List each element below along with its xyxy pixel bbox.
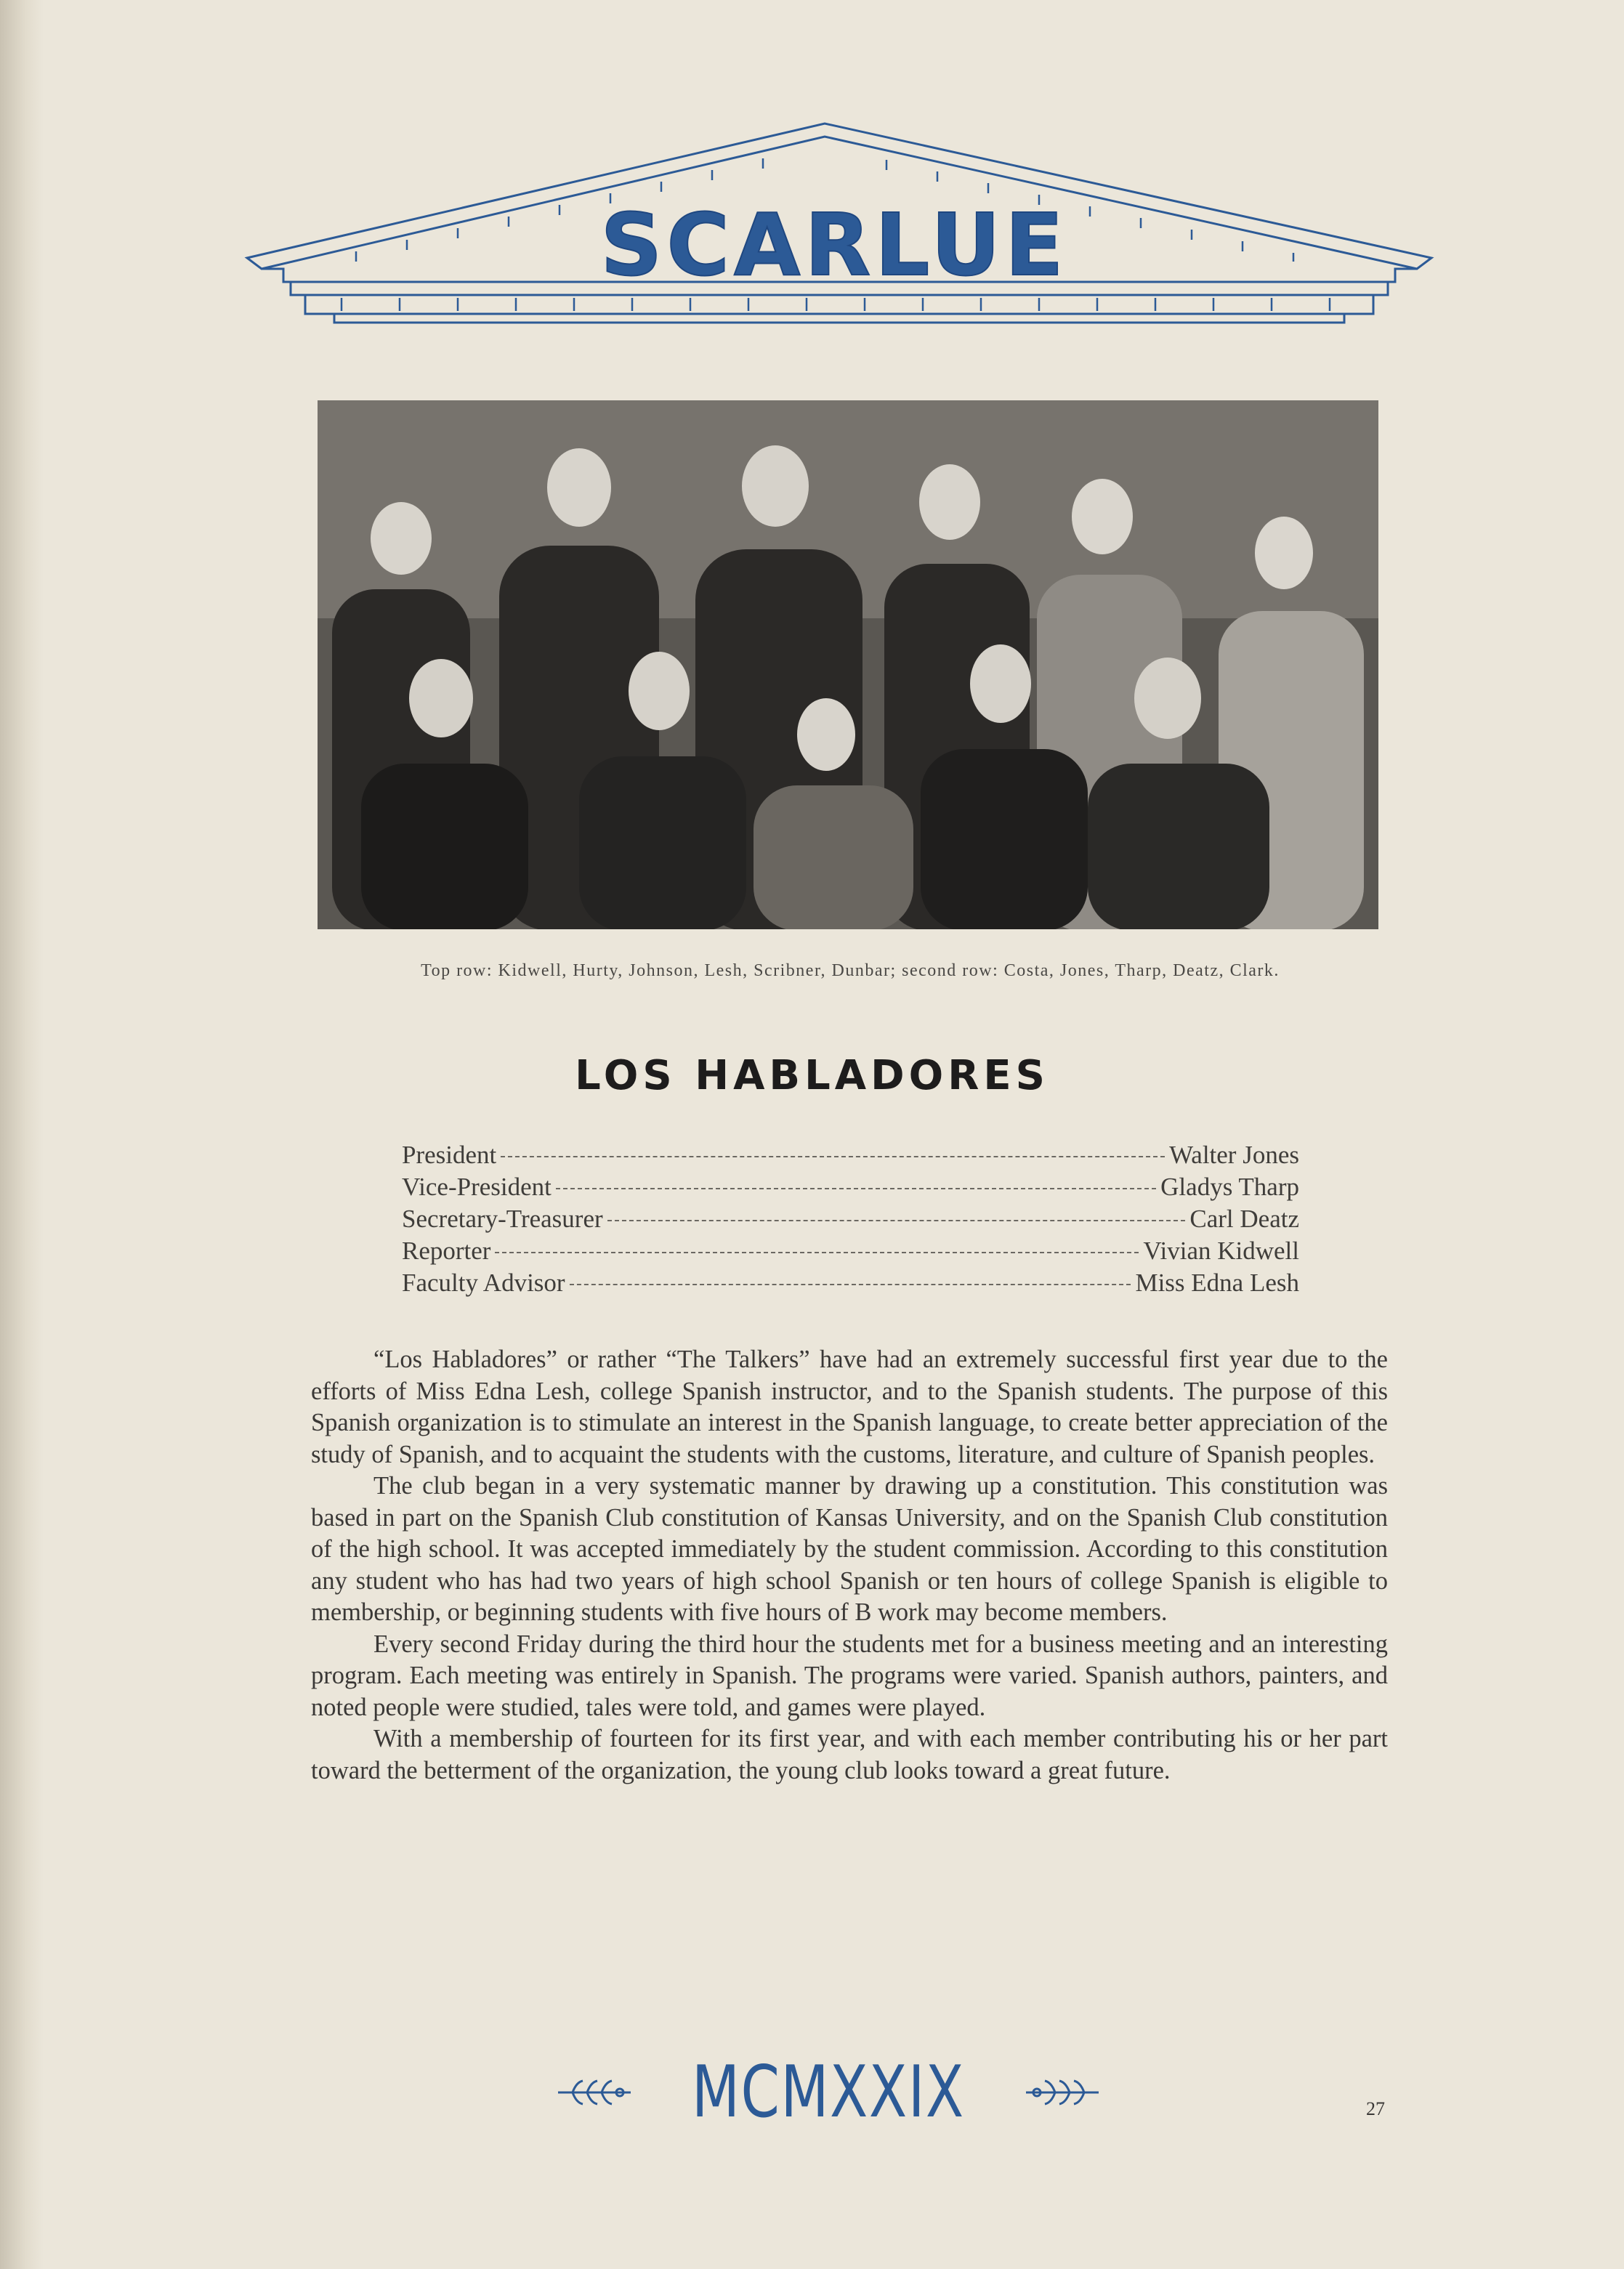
header-title: SCARLUE [600, 195, 1068, 295]
footer-year [596, 2049, 1061, 2136]
pediment-frame [240, 116, 1439, 341]
club-title: LOS HABLADORES [575, 1052, 1049, 1099]
body-paragraph: “Los Habladores” or rather “The Talkers” have had an extremely successful first year due to the efforts of Miss Edna Lesh, college Spanish instructor, and to the Spanish students. The purpose of this Spanish organization is to stimulate an interest in the Spanish language, to create better appreciation of the study of Spanish, and to acquaint the students with the customs, literature, and culture of Spanish peoples. [311, 1346, 1388, 1468]
dotted-leader [495, 1252, 1139, 1253]
dotted-leader [607, 1220, 1186, 1221]
dotted-leader [556, 1188, 1156, 1189]
body-paragraph: The club began in a very systematic manner by drawing up a constitution. This constitution was based in part on the Spanish Club constitution of Kansas University, and on the Spanish Club constitution of the high school. It was accepted immediately by the student commission. According to this constitution any student who has had two years of high school Spanish or ten hours of college Spanish is eligible to membership, or beginning students with five hours of B work may become members. [311, 1472, 1388, 1626]
officer-row [402, 1139, 1299, 1171]
officer-name: Walter Jones [1169, 1141, 1299, 1169]
dotted-leader [570, 1284, 1131, 1285]
officer-name: Carl Deatz [1189, 1205, 1299, 1233]
laurel-sprig-left-icon [554, 2078, 634, 2107]
officer-role: Secretary-Treasurer [402, 1205, 603, 1233]
header-banner [240, 116, 1439, 341]
officer-name: Gladys Tharp [1160, 1173, 1299, 1201]
body-paragraph: Every second Friday during the third hour the students met for a business meeting and an interesting program. Each meeting was entirely in Spanish. The programs were varied. Spanish authors, painters, and noted people were studied, tales were told, and games were played. [311, 1630, 1388, 1721]
officer-role: Faculty Advisor [402, 1269, 565, 1297]
dotted-leader [501, 1156, 1165, 1157]
officer-row [402, 1267, 1299, 1299]
laurel-sprig-right-icon [1022, 2078, 1102, 2107]
officer-name: Miss Edna Lesh [1135, 1269, 1299, 1297]
officer-role: Reporter [402, 1237, 491, 1265]
article-body [311, 1344, 1388, 1787]
year-numeral: MCMXXIX [692, 2051, 965, 2134]
page-number: 27 [1366, 2098, 1385, 2119]
group-photo [318, 400, 1378, 929]
officer-row [402, 1203, 1299, 1235]
officer-list [402, 1139, 1299, 1299]
officer-role: President [402, 1141, 497, 1169]
page-binding-edge [0, 0, 44, 2269]
officer-role: Vice-President [402, 1173, 552, 1201]
photo-caption: Top row: Kidwell, Hurty, Johnson, Lesh, Scribner, Dunbar; second row: Costa, Jones, Tharp, Deatz, Clark. [421, 961, 1280, 980]
body-paragraph: With a membership of fourteen for its first year, and with each member contributing his or her part toward the betterment of the organization, the young club looks toward a great future. [311, 1725, 1388, 1784]
officer-name: Vivian Kidwell [1143, 1237, 1299, 1265]
officer-row [402, 1171, 1299, 1203]
officer-row [402, 1235, 1299, 1267]
